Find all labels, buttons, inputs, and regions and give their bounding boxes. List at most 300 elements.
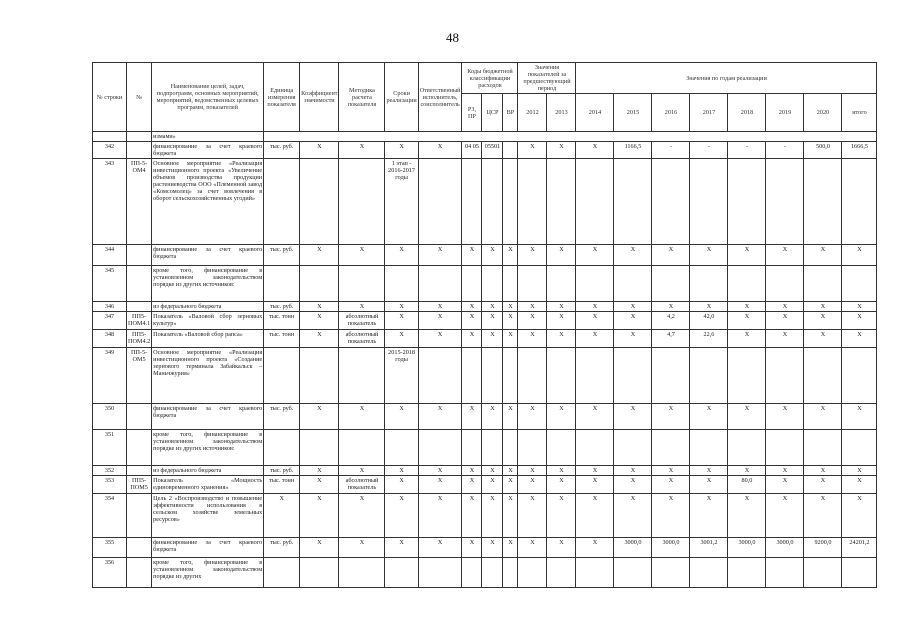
row-2014 — [576, 348, 614, 404]
row-2020: 9200,0 — [804, 538, 842, 558]
row-2017: X — [690, 494, 728, 538]
row-csr — [482, 348, 503, 404]
row-method — [339, 430, 385, 466]
row-vr: X — [503, 494, 518, 538]
row-csr — [482, 266, 503, 302]
row-total: X — [842, 245, 877, 266]
row-2018: 3000,0 — [728, 538, 766, 558]
row-number: 356 — [93, 558, 127, 588]
row-2015: 3000,0 — [614, 538, 652, 558]
row-unit — [264, 558, 300, 588]
row-rz-pr: X — [462, 312, 482, 330]
row-2015 — [614, 430, 652, 466]
row-coef — [300, 558, 339, 588]
fragment-cell — [264, 132, 877, 142]
row-method: абсолютный показатель — [339, 312, 385, 330]
row-resp: X — [418, 142, 462, 159]
row-2020: X — [804, 476, 842, 494]
row-2012: X — [518, 330, 547, 348]
row-2016 — [652, 558, 690, 588]
row-2019 — [766, 266, 804, 302]
row-term: X — [385, 302, 418, 312]
row-2015: X — [614, 312, 652, 330]
header-2019: 2019 — [766, 94, 804, 132]
row-2012: X — [518, 302, 547, 312]
row-2015: X — [614, 245, 652, 266]
row-name: Основное мероприятие «Реализация инвестиционного проекта «Создание зернового терминала Забайкальск – Маньчжурия» — [152, 348, 264, 404]
row-vr — [503, 159, 518, 245]
row-2013: X — [547, 142, 576, 159]
row-2017 — [690, 430, 728, 466]
row-name: из федерального бюджета — [152, 302, 264, 312]
header-2017: 2017 — [690, 94, 728, 132]
row-2014: X — [576, 466, 614, 476]
row-name: кроме того, финансирование в установленном законодательством порядке из других источников: — [152, 430, 264, 466]
row-name: из федерального бюджета — [152, 466, 264, 476]
row-2015 — [614, 159, 652, 245]
row-unit: тыс. тонн — [264, 476, 300, 494]
row-2016: 4,7 — [652, 330, 690, 348]
row-2018 — [728, 430, 766, 466]
row-name: финансирование за счет краевого бюджета — [152, 538, 264, 558]
row-2013 — [547, 348, 576, 404]
header-method: Методика расчета показателя — [339, 63, 385, 132]
row-2018: X — [728, 245, 766, 266]
row-2018 — [728, 558, 766, 588]
row-2017: 42,0 — [690, 312, 728, 330]
row-2018 — [728, 348, 766, 404]
row-2017 — [690, 266, 728, 302]
row-number: 347 — [93, 312, 127, 330]
row-2019: X — [766, 494, 804, 538]
row-name: Цель 2 «Воспроизводство и повышение эффективности использования в сельском хозяйстве земельных ресурсов» — [152, 494, 264, 538]
table-row — [93, 142, 877, 159]
header-name: Наименование целей, задач, подпрограмм, основных мероприятий, мероприятий, ведомственных целевых программ, показателей — [152, 63, 264, 132]
header-budget-codes: Коды бюджетной классификации расходов — [462, 63, 518, 94]
row-vr — [503, 266, 518, 302]
table-row — [93, 538, 877, 558]
row-unit: тыс. руб. — [264, 466, 300, 476]
row-2016: - — [652, 142, 690, 159]
row-2018: X — [728, 404, 766, 430]
row-2015: X — [614, 404, 652, 430]
row-2013: X — [547, 538, 576, 558]
row-2014 — [576, 266, 614, 302]
row-unit: тыс. руб. — [264, 302, 300, 312]
row-rz-pr: X — [462, 476, 482, 494]
row-2018: X — [728, 312, 766, 330]
row-code — [127, 538, 152, 558]
row-2020: X — [804, 330, 842, 348]
row-2014: X — [576, 494, 614, 538]
row-total — [842, 430, 877, 466]
row-2019: 3000,0 — [766, 538, 804, 558]
row-total — [842, 159, 877, 245]
row-unit: X — [264, 494, 300, 538]
table-row — [93, 312, 877, 330]
row-term — [385, 430, 418, 466]
row-unit — [264, 159, 300, 245]
row-2018 — [728, 266, 766, 302]
row-total: X — [842, 404, 877, 430]
row-term: X — [385, 476, 418, 494]
row-resp: X — [418, 404, 462, 430]
row-2013: X — [547, 404, 576, 430]
row-code — [127, 142, 152, 159]
row-resp: X — [418, 476, 462, 494]
row-coef: X — [300, 312, 339, 330]
row-coef — [300, 266, 339, 302]
row-unit: тыс. руб. — [264, 404, 300, 430]
header-prev-values: Значения показателей за предшествующий период — [518, 63, 576, 94]
row-2015 — [614, 348, 652, 404]
row-2019: X — [766, 404, 804, 430]
row-number: 354 — [93, 494, 127, 538]
row-vr: X — [503, 330, 518, 348]
row-resp: X — [418, 302, 462, 312]
row-2020: X — [804, 466, 842, 476]
row-name: финансирование за счет краевого бюджета — [152, 404, 264, 430]
row-resp: X — [418, 312, 462, 330]
header-2020: 2020 — [804, 94, 842, 132]
row-coef: X — [300, 142, 339, 159]
row-number: 345 — [93, 266, 127, 302]
row-2013: X — [547, 466, 576, 476]
row-number: 342 — [93, 142, 127, 159]
row-csr: X — [482, 330, 503, 348]
row-method: X — [339, 302, 385, 312]
row-2018: 80,0 — [728, 476, 766, 494]
row-csr: 05501 — [482, 142, 503, 159]
row-total: X — [842, 476, 877, 494]
row-2013 — [547, 430, 576, 466]
row-2017 — [690, 348, 728, 404]
row-2012: X — [518, 538, 547, 558]
row-resp — [418, 348, 462, 404]
row-vr: X — [503, 466, 518, 476]
row-code — [127, 302, 152, 312]
row-resp: X — [418, 330, 462, 348]
row-code: ПП-5-ОМ4 — [127, 159, 152, 245]
row-code: ПП5-ПОМ5 — [127, 476, 152, 494]
row-term: X — [385, 142, 418, 159]
row-2015: X — [614, 494, 652, 538]
header-2013: 2013 — [547, 94, 576, 132]
row-2016 — [652, 430, 690, 466]
row-code — [127, 266, 152, 302]
row-total — [842, 266, 877, 302]
row-2019: X — [766, 330, 804, 348]
row-term: 1 этап - 2016-2017 годы — [385, 159, 418, 245]
header-vr: ВР — [503, 94, 518, 132]
row-coef: X — [300, 404, 339, 430]
row-coef — [300, 159, 339, 245]
row-name: финансирование за счет краевого бюджета — [152, 245, 264, 266]
row-2016: X — [652, 404, 690, 430]
row-rz-pr: X — [462, 330, 482, 348]
header-csr: ЦСР — [482, 94, 503, 132]
row-rz-pr — [462, 348, 482, 404]
header-resp: Ответственный исполнитель, соисполнитель — [418, 63, 462, 132]
row-total: X — [842, 312, 877, 330]
row-term: X — [385, 494, 418, 538]
row-code — [127, 494, 152, 538]
row-vr — [503, 558, 518, 588]
row-2018: X — [728, 302, 766, 312]
row-name: Показатель «Валовой сбор зерновых культур» — [152, 312, 264, 330]
row-total: 24201,2 — [842, 538, 877, 558]
row-csr: X — [482, 404, 503, 430]
row-number: 349 — [93, 348, 127, 404]
row-csr: X — [482, 302, 503, 312]
table-row — [93, 245, 877, 266]
row-csr: X — [482, 466, 503, 476]
table-row — [93, 558, 877, 588]
row-2014: X — [576, 476, 614, 494]
row-2019 — [766, 348, 804, 404]
row-2017 — [690, 159, 728, 245]
row-vr: X — [503, 538, 518, 558]
row-2014: X — [576, 312, 614, 330]
row-total — [842, 558, 877, 588]
page-number: 48 — [446, 30, 459, 45]
row-code: ПП5-ПОМ4.2 — [127, 330, 152, 348]
row-rz-pr: X — [462, 245, 482, 266]
row-2012 — [518, 159, 547, 245]
row-2018: X — [728, 494, 766, 538]
row-2020: X — [804, 245, 842, 266]
row-2012 — [518, 348, 547, 404]
row-2019 — [766, 159, 804, 245]
row-2018: - — [728, 142, 766, 159]
row-resp — [418, 558, 462, 588]
row-total: X — [842, 494, 877, 538]
row-2017: X — [690, 466, 728, 476]
row-code — [127, 404, 152, 430]
row-unit — [264, 348, 300, 404]
row-code: ПП5-ПОМ4.1 — [127, 312, 152, 330]
row-total: X — [842, 466, 877, 476]
row-2014 — [576, 159, 614, 245]
row-name: кроме того, финансирование в установленном законодательством порядке из других — [152, 558, 264, 588]
row-term: X — [385, 245, 418, 266]
row-2017: X — [690, 404, 728, 430]
header-by-years: Значения по годам реализации — [576, 63, 877, 94]
row-method — [339, 159, 385, 245]
row-2016: X — [652, 466, 690, 476]
row-2015: X — [614, 330, 652, 348]
row-vr — [503, 348, 518, 404]
row-rz-pr: X — [462, 538, 482, 558]
row-2017: X — [690, 476, 728, 494]
row-2020: 500,0 — [804, 142, 842, 159]
row-rz-pr: 04 05 — [462, 142, 482, 159]
row-coef: X — [300, 330, 339, 348]
row-resp — [418, 266, 462, 302]
row-2016 — [652, 348, 690, 404]
row-code: ПП-5-ОМ5 — [127, 348, 152, 404]
row-resp: X — [418, 538, 462, 558]
row-unit — [264, 430, 300, 466]
program-table — [92, 62, 877, 588]
row-name: Показатель «Мощность единовременного хранения» — [152, 476, 264, 494]
row-rz-pr: X — [462, 494, 482, 538]
row-2016: X — [652, 494, 690, 538]
row-number: 352 — [93, 466, 127, 476]
row-2013 — [547, 558, 576, 588]
row-2013 — [547, 159, 576, 245]
row-term: 2015-2018 годы — [385, 348, 418, 404]
row-method: абсолютный показатель — [339, 476, 385, 494]
fragment-cell — [127, 132, 152, 142]
row-2017: X — [690, 245, 728, 266]
row-2019: X — [766, 312, 804, 330]
row-term: X — [385, 466, 418, 476]
row-number: 350 — [93, 404, 127, 430]
row-method: X — [339, 245, 385, 266]
row-2014: X — [576, 330, 614, 348]
row-coef: X — [300, 476, 339, 494]
row-2016 — [652, 266, 690, 302]
row-vr: X — [503, 312, 518, 330]
row-2012: X — [518, 312, 547, 330]
header-unit: Единица измерения показателя — [264, 63, 300, 132]
row-rz-pr — [462, 159, 482, 245]
row-term: X — [385, 312, 418, 330]
row-coef — [300, 430, 339, 466]
table-row — [93, 348, 877, 404]
row-code — [127, 558, 152, 588]
row-method: X — [339, 142, 385, 159]
row-2016 — [652, 159, 690, 245]
row-method: X — [339, 494, 385, 538]
row-vr: X — [503, 302, 518, 312]
row-2019 — [766, 430, 804, 466]
row-csr: X — [482, 245, 503, 266]
row-2014: X — [576, 404, 614, 430]
table-row — [93, 476, 877, 494]
table-row — [93, 404, 877, 430]
row-unit — [264, 266, 300, 302]
row-2019: X — [766, 245, 804, 266]
row-2019: X — [766, 466, 804, 476]
row-2014 — [576, 430, 614, 466]
row-method: X — [339, 466, 385, 476]
row-term — [385, 266, 418, 302]
table-row — [93, 159, 877, 245]
table-row — [93, 466, 877, 476]
row-name: Показатель «Валовой сбор рапса» — [152, 330, 264, 348]
header-no: № — [127, 63, 152, 132]
row-rz-pr — [462, 558, 482, 588]
table-row — [93, 266, 877, 302]
row-code — [127, 466, 152, 476]
row-2017: 22,6 — [690, 330, 728, 348]
row-csr: X — [482, 494, 503, 538]
row-2020 — [804, 348, 842, 404]
row-2017: X — [690, 302, 728, 312]
row-2012 — [518, 430, 547, 466]
row-2017: 3001,2 — [690, 538, 728, 558]
header-rz-pr: РЗ, ПР — [462, 94, 482, 132]
row-2018 — [728, 159, 766, 245]
row-unit: тыс. руб. — [264, 142, 300, 159]
row-2012 — [518, 558, 547, 588]
row-coef: X — [300, 466, 339, 476]
row-resp: X — [418, 245, 462, 266]
row-2020 — [804, 159, 842, 245]
row-2014: X — [576, 302, 614, 312]
row-2013 — [547, 266, 576, 302]
row-2013: X — [547, 330, 576, 348]
row-unit: тыс. тонн — [264, 312, 300, 330]
row-2012: X — [518, 245, 547, 266]
row-method — [339, 558, 385, 588]
row-csr — [482, 430, 503, 466]
row-resp: X — [418, 466, 462, 476]
row-2016: X — [652, 476, 690, 494]
row-total: X — [842, 302, 877, 312]
fragment-cell — [93, 132, 127, 142]
header-2016: 2016 — [652, 94, 690, 132]
row-code — [127, 430, 152, 466]
row-2012: X — [518, 494, 547, 538]
row-2014: X — [576, 245, 614, 266]
row-csr — [482, 558, 503, 588]
row-rz-pr — [462, 430, 482, 466]
row-coef: X — [300, 538, 339, 558]
row-2020: X — [804, 404, 842, 430]
row-2018: X — [728, 466, 766, 476]
row-2013: X — [547, 476, 576, 494]
row-resp — [418, 430, 462, 466]
row-coef: X — [300, 302, 339, 312]
row-2020 — [804, 558, 842, 588]
row-2013: X — [547, 494, 576, 538]
row-vr — [503, 430, 518, 466]
row-2020: X — [804, 312, 842, 330]
row-2012 — [518, 266, 547, 302]
row-csr: X — [482, 312, 503, 330]
row-method: абсолютный показатель — [339, 330, 385, 348]
row-2020: X — [804, 302, 842, 312]
row-term: X — [385, 330, 418, 348]
row-method: X — [339, 404, 385, 430]
row-2015 — [614, 266, 652, 302]
row-term: X — [385, 404, 418, 430]
row-2017: - — [690, 142, 728, 159]
row-2013: X — [547, 302, 576, 312]
row-2016: 4,2 — [652, 312, 690, 330]
row-2019: X — [766, 476, 804, 494]
row-2014: X — [576, 142, 614, 159]
row-2019: X — [766, 302, 804, 312]
header-term: Сроки реализации — [385, 63, 418, 132]
table-row — [93, 494, 877, 538]
row-unit: тыс. руб. — [264, 538, 300, 558]
row-resp — [418, 159, 462, 245]
row-code — [127, 245, 152, 266]
row-method: X — [339, 538, 385, 558]
header-coef: Коэффициент значимости — [300, 63, 339, 132]
row-coef: X — [300, 494, 339, 538]
row-number: 344 — [93, 245, 127, 266]
row-2012: X — [518, 466, 547, 476]
row-2015: X — [614, 466, 652, 476]
row-total: X — [842, 330, 877, 348]
row-2018: X — [728, 330, 766, 348]
row-number: 348 — [93, 330, 127, 348]
